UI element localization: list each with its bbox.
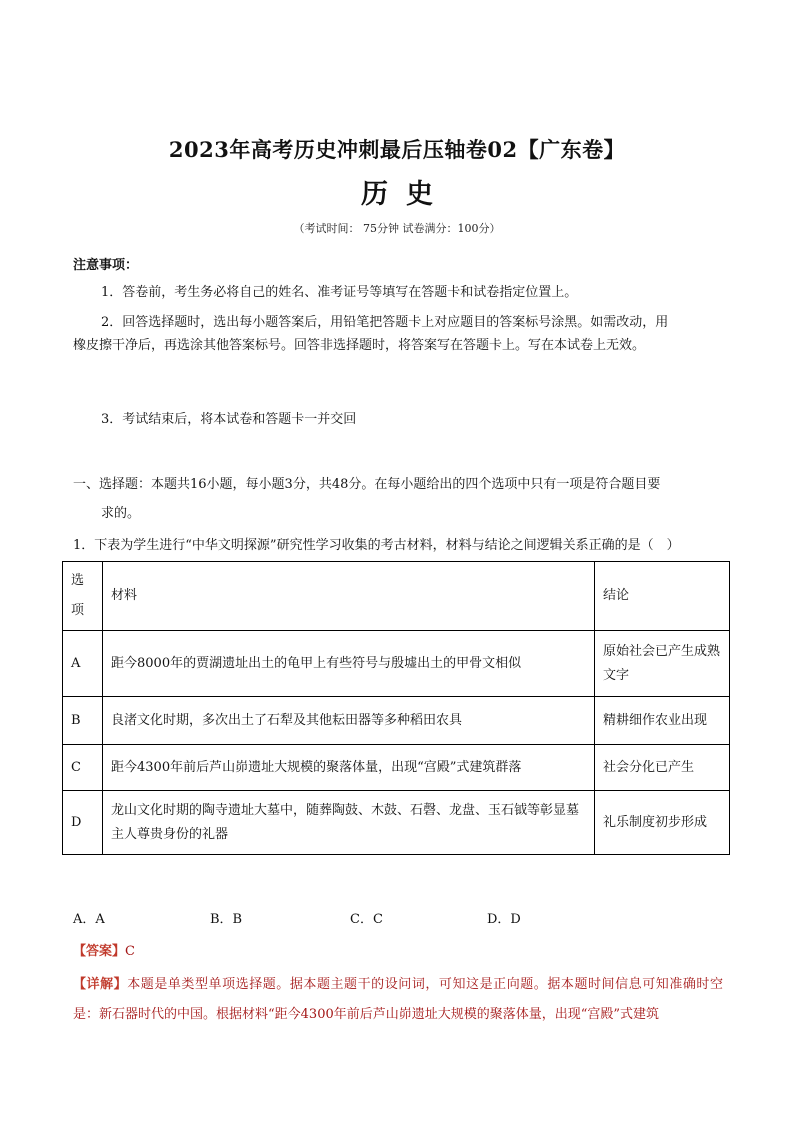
- answer-label: 【答案】: [73, 944, 126, 959]
- choice-d: D．D: [487, 912, 521, 927]
- choice-c: C．C: [350, 912, 383, 927]
- answer-line: [73, 940, 135, 959]
- notice-item: 3．考试结束后，将本试卷和答题卡一并交回: [101, 412, 357, 427]
- table-cell-option: A: [63, 631, 103, 697]
- page-title: 2023年高考历史冲刺最后压轴卷02【广东卷】: [168, 137, 626, 162]
- detail-label: 【详解】: [73, 977, 128, 992]
- table-cell-conclusion: 社会分化已产生: [595, 745, 730, 791]
- table-header-row: [63, 562, 730, 631]
- table-cell-option: D: [63, 791, 103, 855]
- table-row: [63, 745, 730, 791]
- notice-heading: 注意事项：: [73, 258, 139, 273]
- table-header-cell: 选项: [63, 562, 103, 631]
- choice-b: B．B: [210, 912, 243, 927]
- choice-a: A．A: [73, 912, 105, 927]
- table-row: [63, 791, 730, 855]
- table-cell-option: B: [63, 697, 103, 745]
- answer-value: C: [125, 944, 135, 959]
- answer-choices: [73, 908, 521, 927]
- table-cell-material: 距今4300年前后芦山峁遗址大规模的聚落体量，出现“宫殿”式建筑群落: [103, 745, 595, 791]
- question-table: [62, 561, 730, 855]
- question-stem: 1．下表为学生进行“中华文明探源”研究性学习收集的考古材料，材料与结论之间逻辑关系正确的是（ ）: [73, 538, 680, 553]
- section-line: 求的。: [101, 506, 141, 521]
- detail-text: 本题是单类型单项选择题。据本题主题干的设问词，可知这是正向题。据本题时间信息可知准确时空是：新石器时代的中国。根据材料“距今4300年前后芦山峁遗址大规模的聚落体量，出现“宫殿”式建筑: [73, 977, 723, 1022]
- table-row: [63, 631, 730, 697]
- table-header-cell: 结论: [595, 562, 730, 631]
- table-cell-option: C: [63, 745, 103, 791]
- table-cell-conclusion: 礼乐制度初步形成: [595, 791, 730, 855]
- notice-item: 1．答卷前，考生务必将自己的姓名、准考证号等填写在答题卡和试卷指定位置上。: [101, 285, 578, 300]
- notice-item: 2．回答选择题时，选出每小题答案后，用铅笔把答题卡上对应题目的答案标号涂黑。如需改动，用橡皮擦干净后，再选涂其他答案标号。回答非选择题时，将答案写在答题卡上。写在本试卷上无效。: [73, 315, 669, 353]
- table-cell-conclusion: 精耕细作农业出现: [595, 697, 730, 745]
- table-cell-conclusion: 原始社会已产生成熟文字: [595, 631, 730, 697]
- detail-explanation: [73, 970, 723, 1030]
- table-cell-material: 距今8000年的贾湖遗址出土的龟甲上有些符号与殷墟出土的甲骨文相似: [103, 631, 595, 697]
- section-heading: [73, 470, 723, 528]
- table-header-cell: 材料: [103, 562, 595, 631]
- section-line: 一、选择题：本题共16小题，每小题3分，共48分。在每小题给出的四个选项中只有一项是符合题目要: [73, 477, 661, 492]
- exam-info: （考试时间： 75分钟 试卷满分：100分）: [293, 222, 501, 235]
- table-row: [63, 697, 730, 745]
- table-cell-material: 良渚文化时期，多次出土了石犁及其他耘田器等多种稻田农具: [103, 697, 595, 745]
- subject-title: 历史: [361, 179, 451, 210]
- table-cell-material: 龙山文化时期的陶寺遗址大墓中，随葬陶鼓、木鼓、石磬、龙盘、玉石钺等彰显墓主人尊贵身份的礼器: [103, 791, 595, 855]
